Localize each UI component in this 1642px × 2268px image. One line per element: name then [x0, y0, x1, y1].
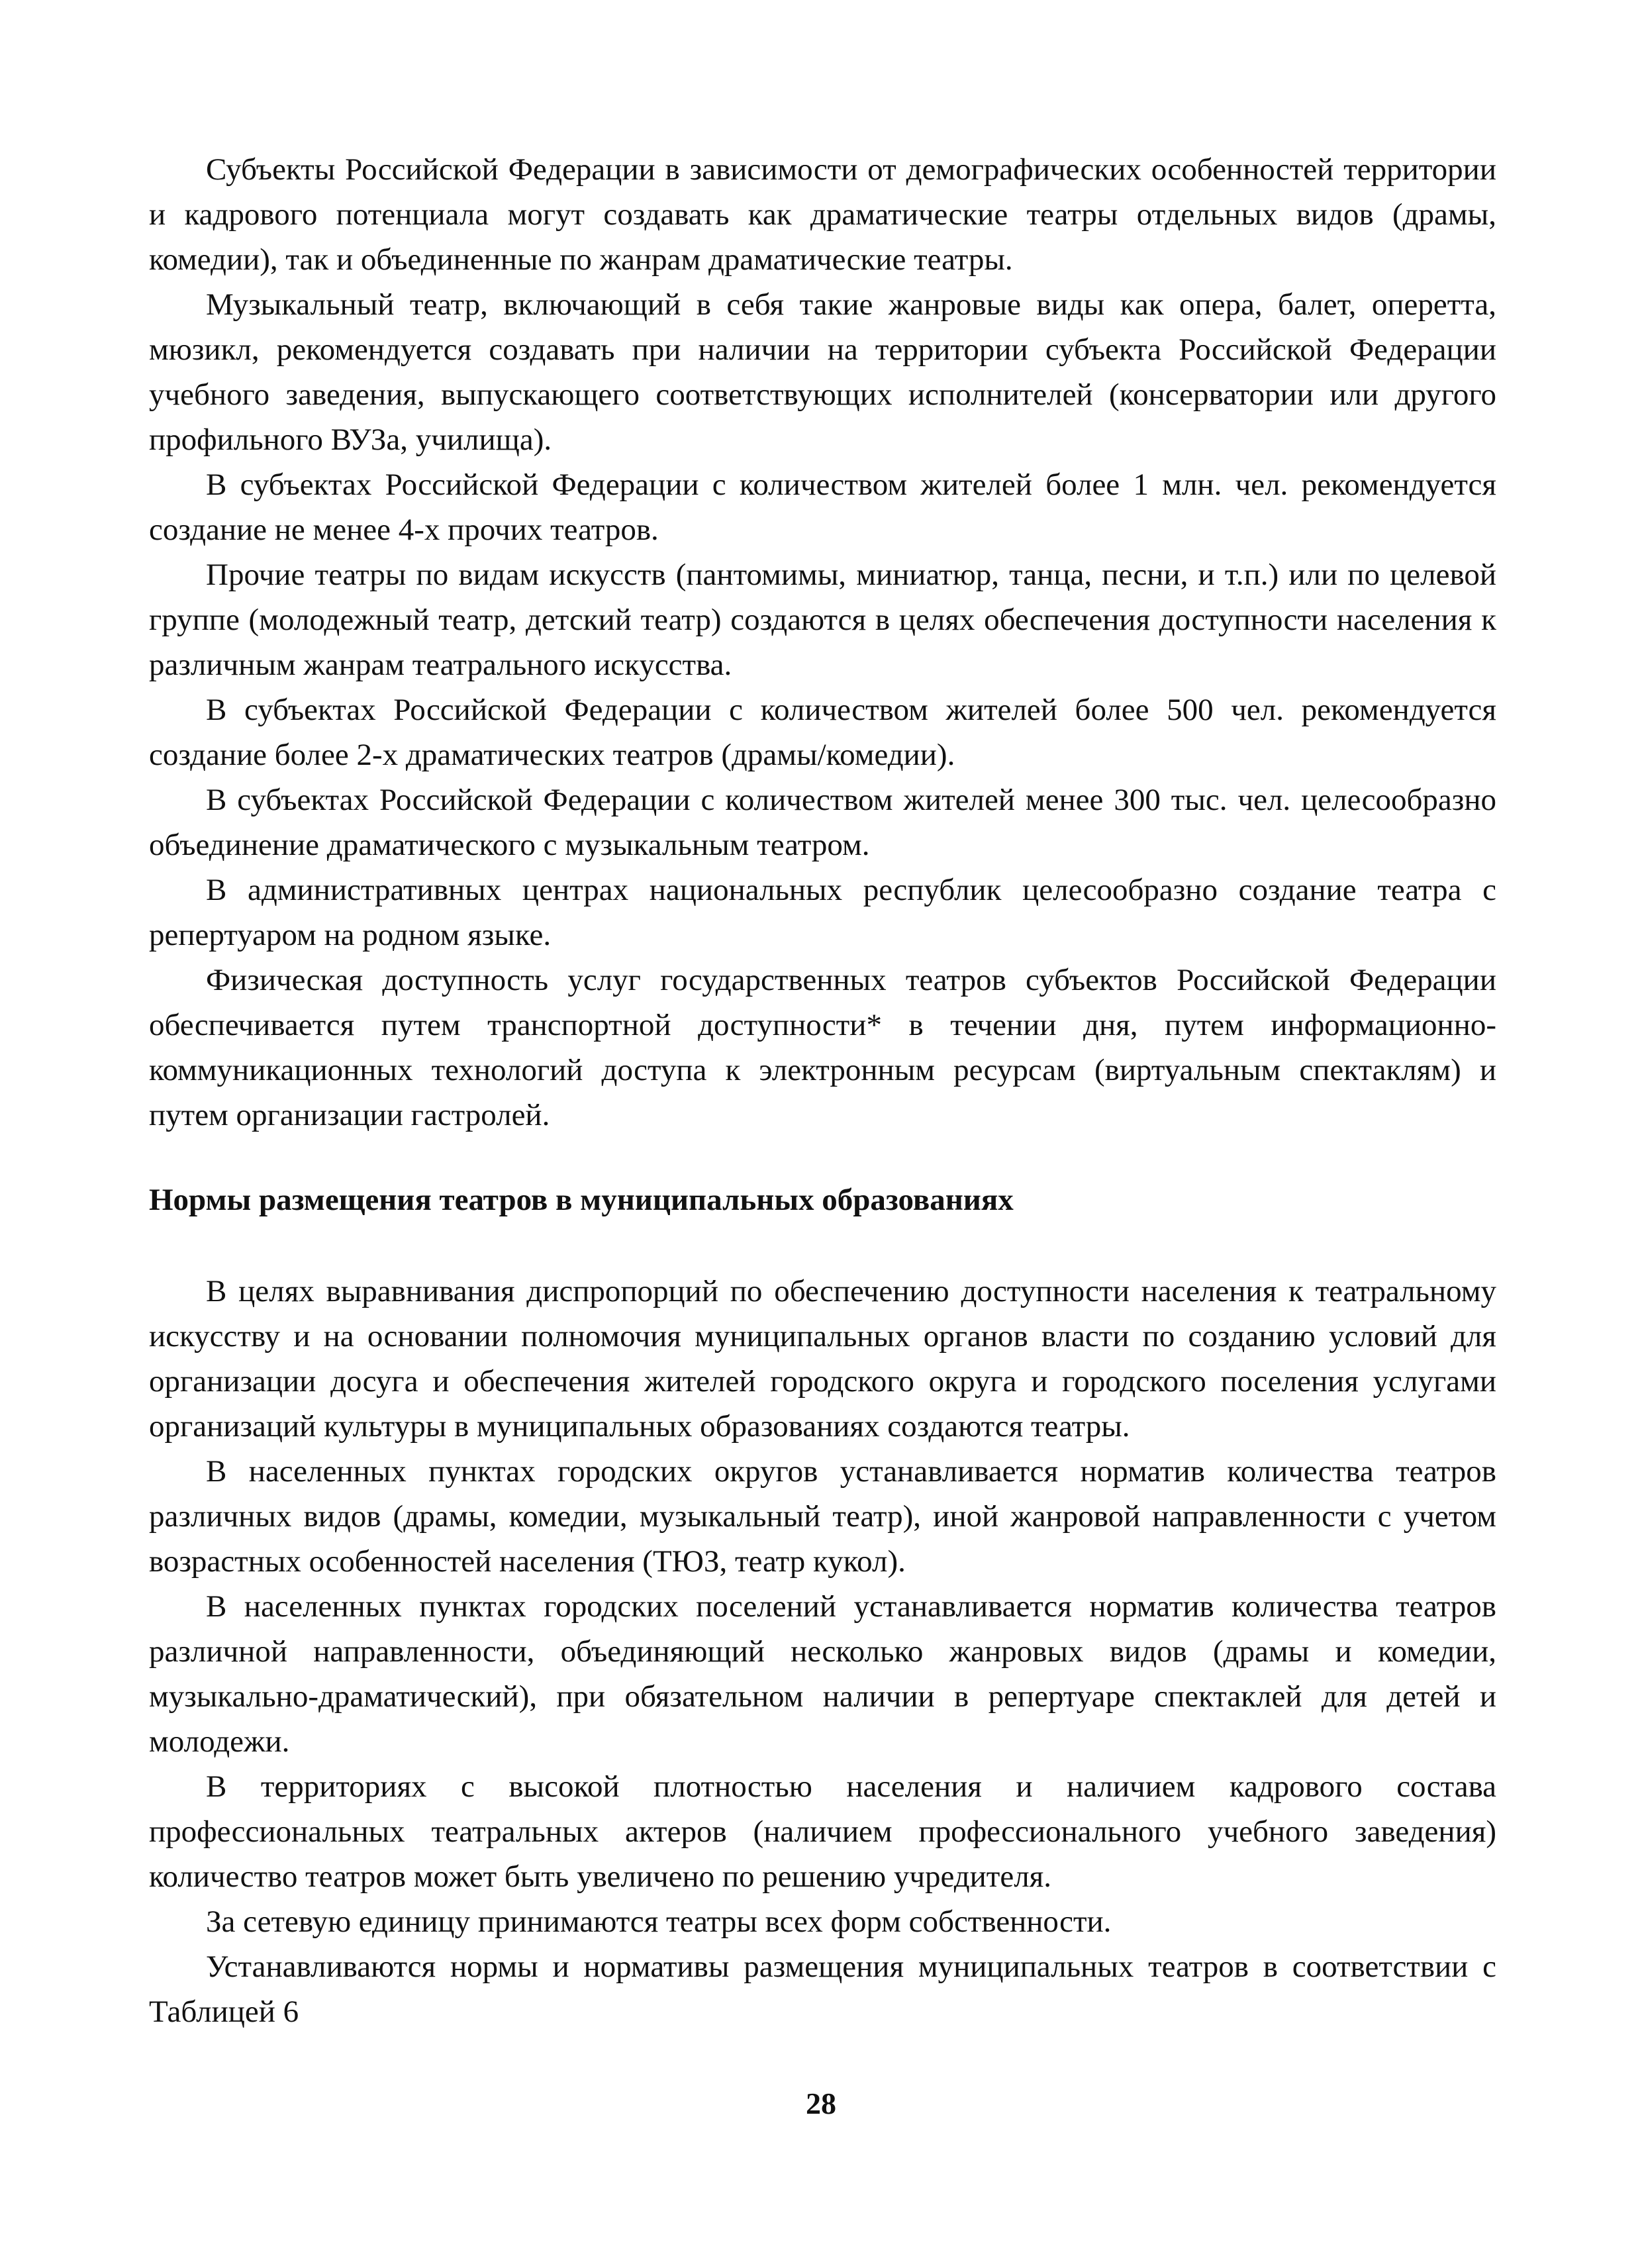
- paragraph-under-300-thousand: В субъектах Российской Федерации с количеством жителей менее 300 тыс. чел. целесообразно объединение драматического с музыкальным театром.: [149, 783, 1496, 862]
- paragraph-subjects-drama-theatres: Субъекты Российской Федерации в зависимости от демографических особенностей территории и кадрового потенциала могут создавать как драматические театры отдельных видов (драмы, комедии), так и объединенные по жанрам драматические театры.: [149, 152, 1496, 277]
- paragraph-network-unit: За сетевую единицу принимаются театры всех форм собственности.: [206, 1904, 1112, 1939]
- paragraph-high-density: В территориях с высокой плотностью населения и наличием кадрового состава профессиональных театральных актеров (наличием профессионального учебного заведения) количество театров может быть увеличено по решению учредителя.: [149, 1769, 1496, 1894]
- page-body: [149, 147, 1496, 2034]
- paragraph-physical-accessibility: Физическая доступность услуг государственных театров субъектов Российской Федерации обеспечивается путем транспортной доступности* в течении дня, путем информационно-коммуникационных технологий доступа к электронным ресурсам (виртуальным спектаклям) и путем организации гастролей.: [149, 963, 1496, 1132]
- paragraph-urban-settlements: В населенных пунктах городских поселений устанавливается норматив количества театров различной направленности, объединяющий несколько жанровых видов (драмы и комедии, музыкально-драматический), при обязательном наличии в репертуаре спектаклей для детей и молодежи.: [149, 1589, 1496, 1759]
- page-number: 28: [806, 2087, 836, 2120]
- paragraph-city-districts: В населенных пунктах городских округов устанавливается норматив количества театров различных видов (драмы, комедии, музыкальный театр), иной жанровой направленности с учетом возрастных особенностей населения (ТЮЗ, театр кукол).: [149, 1454, 1496, 1579]
- paragraph-other-theatres: Прочие театры по видам искусств (пантомимы, миниатюр, танца, песни, и т.п.) или по целевой группе (молодежный театр, детский театр) создаются в целях обеспечения доступности населения к различным жанрам театрального искусства.: [149, 558, 1496, 682]
- paragraph-equalizing-disproportions: В целях выравнивания диспропорций по обеспечению доступности населения к театральному искусству и на основании полномочия муниципальных органов власти по созданию условий для организации досуга и обеспечения жителей городского округа и городского поселения услугами организаций культуры в муниципальных образованиях создаются театры.: [149, 1274, 1496, 1444]
- paragraph-national-republics: В административных центрах национальных республик целесообразно создание театра с репертуаром на родном языке.: [149, 873, 1496, 952]
- paragraph-over-1-million: В субъектах Российской Федерации с количеством жителей более 1 млн. чел. рекомендуется создание не менее 4-х прочих театров.: [149, 468, 1496, 547]
- paragraph-musical-theatre: Музыкальный театр, включающий в себя такие жанровые виды как опера, балет, оперетта, мюзикл, рекомендуется создавать при наличии на территории субъекта Российской Федерации учебного заведения, выпускающего соответствующих исполнителей (консерватории или другого профильного ВУЗа, училища).: [149, 287, 1496, 457]
- section-heading-municipal-norms: Нормы размещения театров в муниципальных образованиях: [149, 1183, 1014, 1217]
- paragraph-over-500: В субъектах Российской Федерации с количеством жителей более 500 чел. рекомендуется создание более 2-х драматических театров (драмы/комедии).: [149, 693, 1496, 772]
- paragraph-table-6-reference: Устанавливаются нормы и нормативы размещения муниципальных театров в соответствии с Таблицей 6: [149, 1949, 1496, 2029]
